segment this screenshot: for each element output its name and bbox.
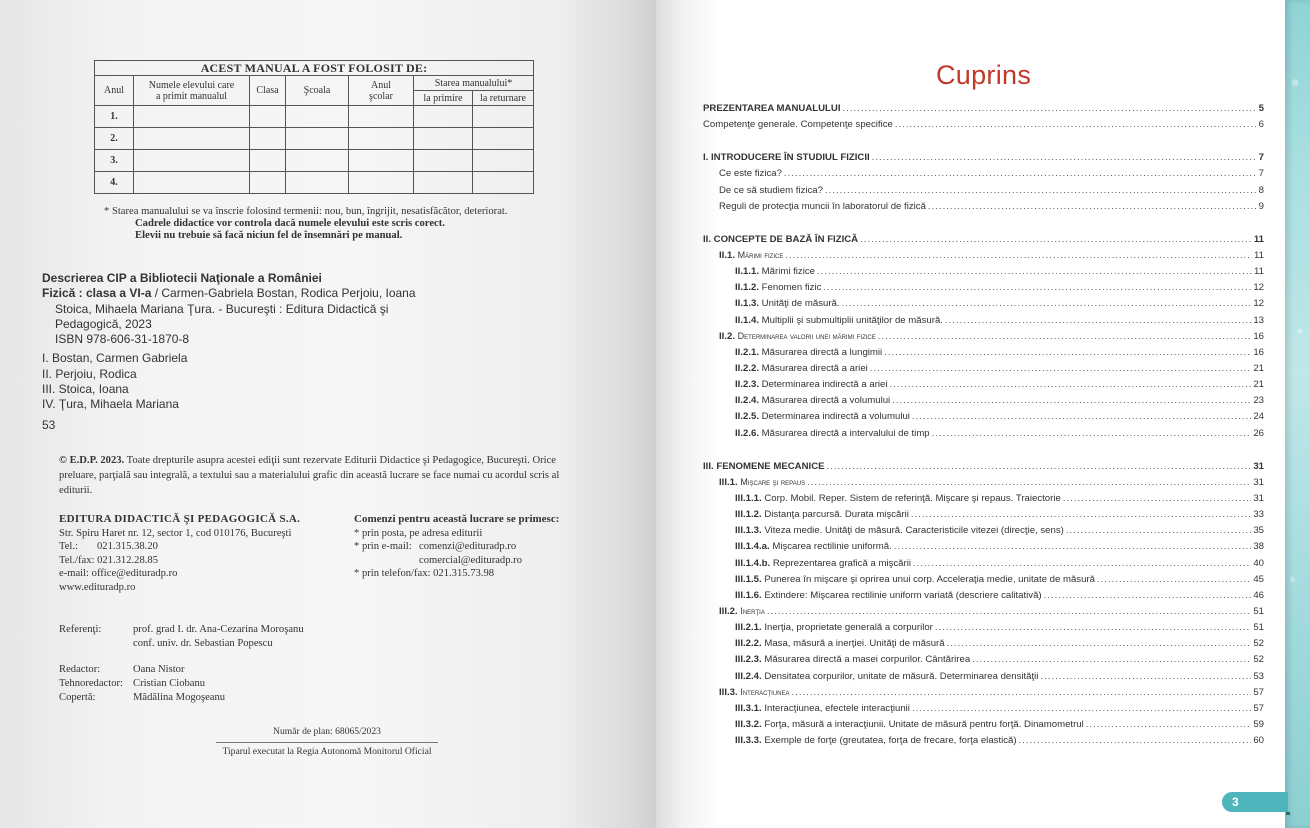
toc-leader-dots	[911, 509, 1251, 520]
page-number-badge: 3	[1222, 792, 1288, 812]
toc-entry[interactable]	[703, 119, 1264, 135]
toc-entry-text: PREZENTAREA MANUALULUI	[703, 103, 841, 114]
toc-entry-number: III.3.2.	[735, 718, 762, 730]
copyright-label: © E.D.P. 2023.	[59, 455, 125, 466]
toc-entry-number: III.2.	[719, 605, 738, 617]
toc-entry-page: 60	[1253, 735, 1264, 747]
table-row	[95, 106, 534, 128]
usage-footnote	[104, 206, 508, 242]
toc-entry-page: 16	[1253, 346, 1264, 358]
plan-number: Număr de plan: 68065/2023	[273, 726, 381, 737]
toc-entry[interactable]	[703, 703, 1264, 719]
toc-entry-title	[735, 541, 892, 552]
toc-entry-text: Fenomen fizic	[761, 282, 822, 294]
toc-entry-text: Determinarea valorii unei mărimi fizice	[737, 330, 876, 341]
toc-entry-title	[703, 234, 858, 245]
toc-entry-page: 26	[1253, 427, 1264, 439]
toc-entry-number: II.2.5.	[735, 411, 759, 423]
divider	[216, 742, 438, 743]
toc-entry[interactable]	[703, 654, 1264, 670]
toc-entry-page: 40	[1253, 557, 1264, 569]
toc-entry-title	[735, 298, 840, 309]
toc-entry-page: 53	[1253, 670, 1264, 682]
publisher-website: www.edituradp.ro	[59, 581, 136, 593]
toc-entry-page: 51	[1253, 605, 1264, 617]
toc-leader-dots	[842, 298, 1252, 309]
col-anul: Anul	[95, 76, 134, 106]
toc-entry[interactable]	[703, 250, 1264, 266]
table-row	[95, 128, 534, 150]
toc-leader-dots	[785, 250, 1252, 261]
toc-leader-dots	[860, 234, 1252, 245]
toc-entry-number: III.1.6.	[735, 589, 762, 601]
toc-entry-title	[735, 428, 930, 439]
toc-entry[interactable]	[703, 509, 1264, 525]
toc-entry-title	[719, 606, 765, 617]
toc-entry-page: 59	[1253, 718, 1264, 730]
toc-leader-dots	[890, 379, 1252, 390]
toc-entry[interactable]	[703, 671, 1264, 687]
toc-entry-title	[703, 119, 893, 130]
toc-entry-number: III.1.4.b.	[735, 557, 771, 569]
footnote-line3: Elevii nu trebuie să facă niciun fel de însemnări pe manual.	[135, 230, 403, 241]
toc-entry-text: Viteza medie. Unităţi de măsură. Caracteristicile vitezei (direcţie, sens)	[764, 525, 1064, 537]
toc-entry-page: 31	[1253, 460, 1264, 472]
col-anul-scolar-line1: Anul	[371, 79, 391, 91]
toc-entry-text: Densitatea corpurilor, unitate de măsură. Determinarea densităţii	[764, 670, 1039, 682]
redactor-label: Redactor:	[59, 664, 101, 675]
toc-entry-number: II.1.1.	[735, 266, 759, 278]
toc-entry[interactable]	[703, 395, 1264, 411]
toc-entry-text: Interacţiunea, efectele interacţiunii	[764, 702, 910, 714]
orders-info	[354, 513, 559, 581]
toc-entry-text: Determinarea indirectă a ariei	[761, 379, 888, 391]
toc-entry-number: II.1.4.	[735, 314, 759, 326]
toc-entry-page: 52	[1253, 638, 1264, 650]
toc-entry[interactable]	[703, 234, 1264, 250]
toc-entry-text: Măsurarea directă a masei corpurilor. Cântărirea	[764, 654, 971, 666]
toc-entry-page: 45	[1253, 573, 1264, 585]
toc-entry-number: II.1.2.	[735, 282, 759, 294]
toc-entry-title	[735, 411, 910, 422]
toc-leader-dots	[972, 654, 1251, 665]
toc-entry-page: 6	[1258, 119, 1264, 131]
cip-author: II. Perjoiu, Rodica	[42, 366, 137, 381]
col-numele-line1: Numele elevului care	[148, 79, 235, 91]
cip-heading: Descrierea CIP a Bibliotecii Naţionale a României	[42, 271, 322, 285]
toc-entry[interactable]	[703, 428, 1264, 444]
toc-leader-dots	[928, 201, 1257, 212]
toc-entry-text: Unităţi de măsură.	[761, 298, 840, 310]
toc-entry-number: III.2.3.	[735, 654, 762, 666]
toc-leader-dots	[878, 331, 1252, 342]
toc-entry[interactable]	[703, 477, 1264, 493]
toc-entry[interactable]	[703, 298, 1264, 314]
cip-author: IV. Ţura, Mihaela Mariana	[42, 397, 179, 412]
copyright-text: Toate drepturile asupra acestei ediţii sunt rezervate Editurii Didactice şi Pedagogice, Bucureşti. Orice preluare, parţială sau integrală, a textului sau a materialului grafic din această lucrare se face numai cu acordul scris al editurii.	[59, 455, 560, 496]
row-number: 4.	[95, 172, 134, 194]
toc-entry-text: Inerţia, proprietate generală a corpurilor	[764, 622, 933, 634]
col-numele-line2: a primit manualul	[155, 90, 228, 102]
toc-entry-title	[735, 558, 911, 569]
toc-leader-dots	[947, 638, 1252, 649]
toc-leader-dots	[895, 119, 1257, 130]
referent: prof. grad I. dr. Ana-Cezarina Moroşanu	[133, 624, 304, 635]
toc-entry-title	[735, 266, 815, 277]
toc-entry-number: III.3.1.	[735, 702, 762, 714]
toc-entry-number: II.1.	[719, 249, 735, 261]
cip-line3: Pedagogică, 2023	[55, 316, 152, 331]
toc-entry[interactable]	[703, 201, 1264, 217]
publisher-address: Str. Spiru Haret nr. 12, sector 1, cod 010176, Bucureşti	[59, 527, 292, 539]
publisher-name: EDITURA DIDACTICĂ ŞI PEDAGOGICĂ S.A.	[59, 513, 301, 525]
toc-entry-page: 11	[1253, 233, 1264, 245]
toc-entry-title	[735, 282, 821, 293]
col-la-returnare: la returnare	[473, 91, 534, 106]
cip-isbn: ISBN 978-606-31-1870-8	[55, 332, 190, 347]
orders-post: * prin posta, pe adresa editurii	[354, 527, 483, 539]
toc-entry-page: 11	[1254, 266, 1264, 278]
col-anul-scolar-line2: şcolar	[369, 90, 393, 102]
toc-entry-title	[735, 347, 882, 358]
toc-entry-number: II.2.4.	[735, 395, 759, 407]
toc-entry[interactable]	[703, 719, 1264, 735]
toc-entry[interactable]	[703, 687, 1264, 703]
row-number: 1.	[95, 106, 134, 128]
toc-entry-text: III. FENOMENE MECANICE	[703, 460, 825, 472]
usage-table-title: ACEST MANUAL A FOST FOLOSIT DE:	[95, 61, 534, 76]
toc-entry-number: II.1.3.	[735, 298, 759, 310]
toc-leader-dots	[1063, 493, 1252, 504]
toc-entry-number: III.3.3.	[735, 735, 762, 747]
toc-entry[interactable]	[703, 574, 1264, 590]
tel-value: 021.315.38.20	[97, 541, 158, 552]
toc-leader-dots	[792, 687, 1252, 698]
row-number: 3.	[95, 150, 134, 172]
toc-entry-title	[735, 574, 1095, 585]
toc-entry[interactable]	[703, 347, 1264, 363]
table-of-contents	[703, 103, 1264, 751]
toc-leader-dots	[932, 428, 1252, 439]
toc-entry[interactable]	[703, 152, 1264, 168]
table-row	[95, 172, 534, 194]
cip-author: III. Stoica, Ioana	[42, 382, 129, 397]
decorative-hexagon-strip	[1285, 0, 1310, 828]
toc-entry-number: III.1.1.	[735, 492, 762, 504]
toc-entry-page: 21	[1253, 362, 1264, 374]
print-plan	[216, 726, 438, 757]
copyright-notice	[59, 453, 574, 498]
cip-author-list	[42, 351, 416, 412]
toc-entry-page: 33	[1253, 509, 1264, 521]
toc-leader-dots	[912, 411, 1251, 422]
toc-entry-title	[735, 509, 909, 520]
col-anul-scolar	[349, 76, 414, 106]
toc-entry-page: 38	[1253, 541, 1264, 553]
toc-entry-title	[735, 638, 945, 649]
toc-entry-page: 9	[1258, 200, 1264, 212]
toc-entry-title	[703, 152, 870, 163]
col-numele	[134, 76, 250, 106]
toc-entry[interactable]	[703, 541, 1264, 557]
toc-entry-title	[735, 395, 890, 406]
toc-entry-number: II.2.2.	[735, 362, 759, 374]
toc-entry[interactable]	[703, 590, 1264, 606]
redactor-name: Oana Nistor	[133, 664, 185, 675]
toc-entry-title	[735, 671, 1038, 682]
toc-entry-title	[719, 168, 782, 179]
toc-entry-title	[719, 477, 805, 488]
toc-entry-page: 23	[1253, 395, 1264, 407]
cip-line2: Stoica, Mihaela Mariana Ţura. - Bucureşti : Editura Didactică şi	[55, 301, 389, 316]
cip-code: 53	[42, 417, 56, 432]
referent: conf. univ. dr. Sebastian Popescu	[133, 638, 273, 649]
toc-leader-dots	[945, 315, 1251, 326]
toc-entry-number: III.3.	[719, 686, 738, 698]
toc-entry-text: Măsurarea directă a intervalului de timp	[761, 427, 930, 439]
toc-entry-number: III.1.2.	[735, 509, 762, 521]
toc-entry-text: Interacţiunea	[740, 686, 790, 697]
toc-entry-page: 24	[1253, 411, 1264, 423]
orders-email-label: * prin e-mail:	[354, 541, 412, 552]
toc-entry-page: 52	[1253, 654, 1264, 666]
toc-entry-title	[719, 331, 876, 342]
toc-entry-number: III.1.5.	[735, 573, 762, 585]
toc-spacer	[703, 135, 1264, 152]
toc-entry-text: Mişcare şi repaus	[740, 476, 806, 487]
tel-label: Tel.:	[59, 541, 78, 552]
toc-entry-page: 21	[1253, 379, 1264, 391]
row-number: 2.	[95, 128, 134, 150]
toc-entry[interactable]	[703, 315, 1264, 331]
toc-entry-text: Mărimi fizice	[761, 266, 815, 278]
toc-entry[interactable]	[703, 282, 1264, 298]
toc-entry-title	[735, 525, 1064, 536]
footnote-line2: Cadrele didactice vor controla dacă numele elevului este scris corect.	[135, 218, 445, 229]
toc-entry-number: III.1.4.a.	[735, 541, 770, 553]
toc-entry-page: 16	[1253, 330, 1264, 342]
toc-entry-text: Competenţe generale. Competenţe specifice	[703, 119, 893, 131]
toc-leader-dots	[892, 395, 1251, 406]
col-starea: Starea manualului*	[414, 76, 534, 91]
cip-description	[42, 271, 416, 433]
toc-entry[interactable]	[703, 103, 1264, 119]
toc-leader-dots	[843, 103, 1257, 114]
toc-leader-dots	[807, 477, 1251, 488]
toc-leader-dots	[767, 606, 1251, 617]
publisher-info	[59, 513, 300, 594]
toc-entry-text: Inerţia	[740, 605, 765, 616]
toc-entry-number: III.1.	[719, 476, 738, 488]
toc-entry-title	[735, 590, 1042, 601]
toc-leader-dots	[825, 185, 1257, 196]
toc-leader-dots	[1097, 574, 1251, 585]
toc-entry-text: Punerea în mişcare şi oprirea unui corp. Acceleraţia medie, unitate de măsură	[764, 573, 1095, 585]
toc-entry-page: 7	[1258, 168, 1264, 180]
toc-leader-dots	[817, 266, 1252, 277]
toc-entry-number: II.2.6.	[735, 427, 759, 439]
toc-entry-title	[735, 493, 1061, 504]
toc-entry[interactable]	[703, 168, 1264, 184]
toc-entry-page: 57	[1253, 686, 1264, 698]
toc-entry[interactable]	[703, 735, 1264, 751]
toc-leader-dots	[1019, 735, 1252, 746]
toc-entry-title	[735, 379, 888, 390]
toc-entry-text: Măsurarea directă a ariei	[761, 362, 868, 374]
cip-book-title: Fizică : clasa a VI-a	[42, 286, 152, 301]
toc-entry-page: 11	[1254, 249, 1264, 261]
toc-entry[interactable]	[703, 622, 1264, 638]
toc-entry-text: Multiplii şi submultiplii unităţilor de măsură.	[761, 314, 943, 326]
toc-leader-dots	[912, 703, 1251, 714]
toc-leader-dots	[894, 541, 1252, 552]
toc-entry-text: Reguli de protecţia muncii în laboratorul de fizică	[719, 200, 926, 212]
toc-entry[interactable]	[703, 331, 1264, 347]
toc-entry-number: II.2.	[719, 330, 735, 342]
toc-entry-text: Corp. Mobil. Reper. Sistem de referinţă. Mişcare şi repaus. Traiectorie	[764, 492, 1061, 504]
printer-info: Tiparul executat la Regia Autonomă Monitorul Oficial	[222, 746, 432, 757]
toc-entry-number: III.1.3.	[735, 525, 762, 537]
toc-entry-number: II.2.1.	[735, 346, 759, 358]
toc-entry-title	[719, 185, 823, 196]
publisher-telfax: Tel./fax: 021.312.28.85	[59, 554, 159, 566]
toc-entry[interactable]	[703, 461, 1264, 477]
toc-leader-dots	[872, 152, 1257, 163]
toc-entry-title	[735, 719, 1084, 730]
credits	[59, 623, 304, 705]
toc-entry-number: III.2.2.	[735, 638, 762, 650]
orders-title: Comenzi pentru această lucrare se primesc:	[354, 513, 560, 525]
toc-leader-dots	[784, 168, 1257, 179]
toc-spacer	[703, 217, 1264, 234]
toc-entry-page: 57	[1253, 702, 1264, 714]
toc-entry-text: I. INTRODUCERE ÎN STUDIUL FIZICII	[703, 152, 870, 164]
toc-entry-page: 8	[1258, 184, 1264, 196]
toc-entry-page: 31	[1253, 476, 1264, 488]
toc-entry-page: 35	[1253, 525, 1264, 537]
toc-leader-dots	[1040, 671, 1251, 682]
cip-author: I. Bostan, Carmen Gabriela	[42, 351, 188, 366]
toc-leader-dots	[935, 622, 1251, 633]
col-clasa: Clasa	[250, 76, 286, 106]
toc-entry-title	[735, 315, 943, 326]
toc-leader-dots	[823, 282, 1251, 293]
toc-entry-title	[735, 735, 1017, 746]
toc-entry[interactable]	[703, 185, 1264, 201]
toc-entry-text: Masa, măsură a inerţiei. Unităţi de măsură	[764, 638, 945, 650]
tehnoredactor-name: Cristian Ciobanu	[133, 678, 206, 689]
cip-authors-line: / Carmen-Gabriela Bostan, Rodica Perjoiu, Ioana	[151, 286, 416, 301]
toc-entry-page: 13	[1253, 314, 1264, 326]
toc-entry-page: 46	[1253, 589, 1264, 601]
toc-entry-title	[735, 654, 970, 665]
toc-entry[interactable]	[703, 363, 1264, 379]
toc-leader-dots	[1086, 719, 1252, 730]
tehnoredactor-label: Tehnoredactor:	[59, 678, 123, 689]
toc-entry-page: 5	[1258, 103, 1264, 114]
toc-entry-text: Forţa, măsură a interacţiunii. Unitate de măsură pentru forţă. Dinamometrul	[764, 718, 1084, 730]
toc-entry-page: 51	[1253, 622, 1264, 634]
toc-entry-number: II.2.3.	[735, 379, 759, 391]
toc-entry[interactable]	[703, 266, 1264, 282]
toc-entry-title	[735, 703, 910, 714]
toc-entry-text: II. CONCEPTE DE BAZĂ ÎN FIZICĂ	[703, 233, 859, 245]
referenti-label: Referenţi:	[59, 624, 102, 635]
coperta-label: Copertă:	[59, 692, 96, 703]
toc-entry-text: Extindere: Mişcarea rectilinie uniform variată (descriere calitativă)	[764, 589, 1042, 601]
toc-leader-dots	[884, 347, 1251, 358]
toc-entry-title	[719, 250, 783, 261]
col-la-primire: la primire	[414, 91, 473, 106]
toc-spacer	[703, 444, 1264, 461]
toc-entry[interactable]	[703, 606, 1264, 622]
toc-entry-title	[735, 622, 933, 633]
toc-leader-dots	[913, 558, 1251, 569]
toc-entry-page: 31	[1253, 492, 1264, 504]
footnote-line1: * Starea manualului se va înscrie folosind termenii: nou, bun, îngrijit, nesatisfăcător, deteriorat.	[104, 206, 508, 217]
coperta-name: Mădălina Mogoşeanu	[133, 692, 226, 703]
toc-leader-dots	[1066, 525, 1252, 536]
toc-entry-text: Exemple de forţe (greutatea, forţa de frecare, forţa elastică)	[764, 735, 1017, 747]
publisher-email: e-mail: office@edituradp.ro	[59, 568, 178, 579]
toc-entry-title	[703, 461, 825, 472]
orders-email1: comenzi@edituradp.ro	[419, 541, 517, 552]
table-row	[95, 150, 534, 172]
toc-entry[interactable]	[703, 379, 1264, 395]
toc-leader-dots	[1044, 590, 1252, 601]
toc-entry-text: Distanţa parcursă. Durata mişcării	[764, 509, 909, 521]
toc-leader-dots	[870, 363, 1252, 374]
toc-entry-text: Mişcarea rectilinie uniformă.	[772, 541, 892, 553]
toc-entry[interactable]	[703, 525, 1264, 541]
toc-entry-text: Măsurarea directă a volumului	[761, 395, 891, 407]
orders-email2: comercial@edituradp.ro	[419, 554, 522, 566]
toc-entry-title	[719, 687, 790, 698]
toc-entry-title	[735, 363, 868, 374]
toc-entry[interactable]	[703, 638, 1264, 654]
toc-entry-title	[719, 201, 926, 212]
toc-entry-text: Determinarea indirectă a volumului	[761, 411, 910, 423]
toc-entry-text: De ce să studiem fizica?	[719, 184, 823, 196]
toc-entry-text: Ce este fizica?	[719, 168, 782, 180]
toc-entry-text: Reprezentarea grafică a mişcării	[772, 557, 911, 569]
toc-entry-number: III.2.1.	[735, 622, 762, 634]
toc-entry[interactable]	[703, 558, 1264, 574]
manual-usage-table	[94, 60, 534, 194]
toc-entry-text: Măsurarea directă a lungimii	[761, 346, 883, 358]
toc-entry[interactable]	[703, 411, 1264, 427]
toc-leader-dots	[827, 461, 1252, 472]
toc-entry-title	[703, 103, 841, 114]
toc-entry-page: 12	[1253, 282, 1264, 294]
toc-entry-page: 12	[1253, 298, 1264, 310]
orders-phone: * prin telefon/fax: 021.315.73.98	[354, 568, 495, 579]
toc-entry-page: 7	[1258, 152, 1264, 164]
col-scoala: Şcoala	[286, 76, 349, 106]
toc-entry[interactable]	[703, 493, 1264, 509]
toc-entry-text: Mărimi fizice	[737, 249, 784, 260]
toc-entry-number: III.2.4.	[735, 670, 762, 682]
toc-title: Cuprins	[936, 60, 1032, 90]
